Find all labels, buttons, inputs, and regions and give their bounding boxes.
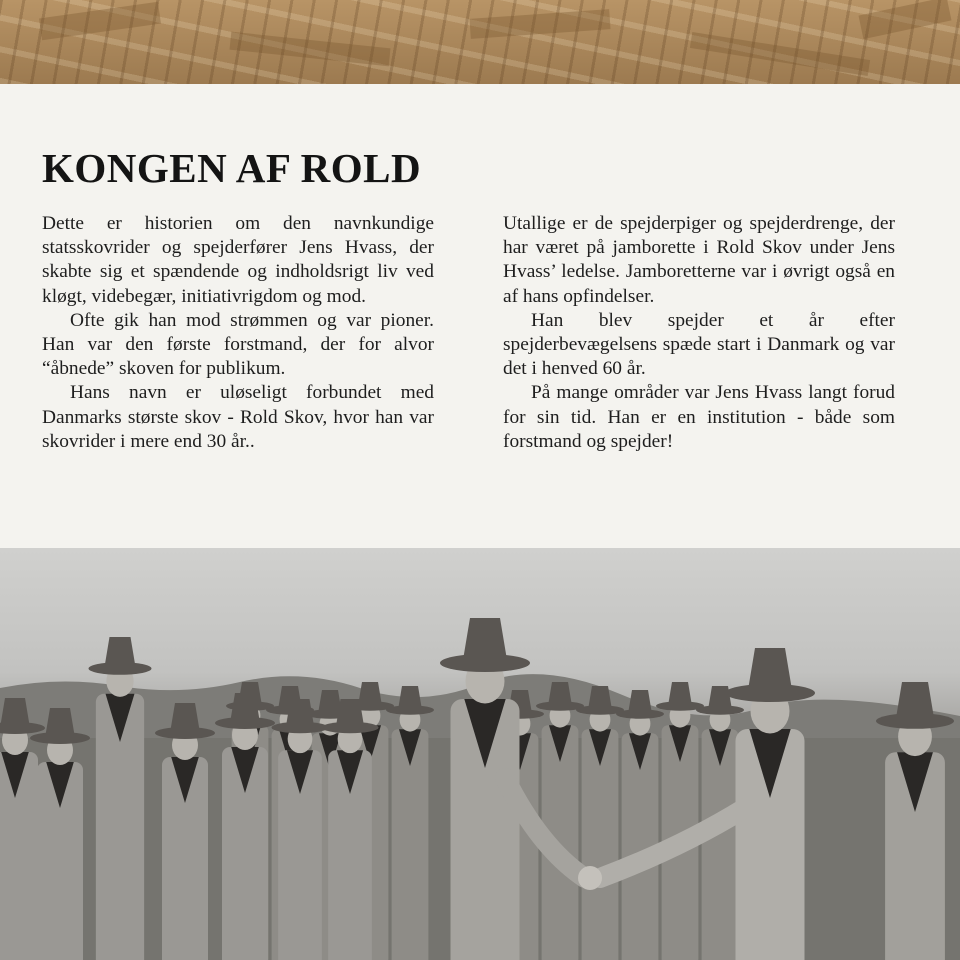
scout-hat-crown (628, 690, 652, 714)
handshake-hands (578, 866, 602, 890)
scout-hat-crown (463, 618, 508, 663)
scout-hat-crown (588, 686, 612, 710)
scout-hat-crown (668, 682, 692, 706)
scout-photo (0, 548, 960, 960)
paragraph: På mange områder var Jens Hvass langt forud for sin tid. Han er en institution - både som forstmand og spejder! (503, 382, 895, 452)
scout-hat-crown (336, 699, 365, 728)
scout-hat-crown (748, 648, 793, 693)
scout-hat-crown (548, 682, 572, 706)
paragraph: Han blev spejder et år efter spejderbevægelsens spæde start i Danmark og var det i henved 60 år. (503, 309, 895, 380)
scout-hat-crown (230, 693, 260, 723)
scout-hat-crown (286, 699, 315, 728)
scout-hat-crown (104, 637, 136, 669)
photo-illustration (0, 548, 960, 960)
paragraph: Hans navn er uløseligt forbundet med Danmarks største skov - Rold Skov, hvor han var skovrider i mere end 30 år.. (42, 382, 434, 452)
wooden-background (0, 0, 960, 84)
paragraph: Dette er historien om den navnkundige statsskovrider og spejderfører Jens Hvass, der skabte sig et spændende og indholdsrigt liv ved kløgt, videbegær, initiativrigdom og mod. (42, 213, 434, 307)
scout-hat-crown (170, 703, 200, 733)
article-title: KONGEN AF ROLD (42, 145, 422, 191)
scout-hat-crown (0, 698, 30, 728)
paragraph: Utallige er de spejderpiger og spejderdrenge, der har været på jamborette i Rold Skov under Jens Hvass’ ledelse. Jamboretterne var i øvrigt også en af hans opfindelser. (503, 213, 895, 307)
left-text-column (42, 212, 434, 454)
scout-hat-crown (45, 708, 75, 738)
right-text-column (503, 212, 895, 454)
paragraph: Ofte gik han mod strømmen og var pioner. Han var den første forstmand, der for alvor “åbnede” skoven for publikum. (42, 309, 434, 380)
scout-hat-crown (318, 690, 342, 714)
scout-hat-crown (896, 682, 935, 721)
scout-hat-crown (398, 686, 422, 710)
scout-hat-crown (358, 682, 382, 706)
